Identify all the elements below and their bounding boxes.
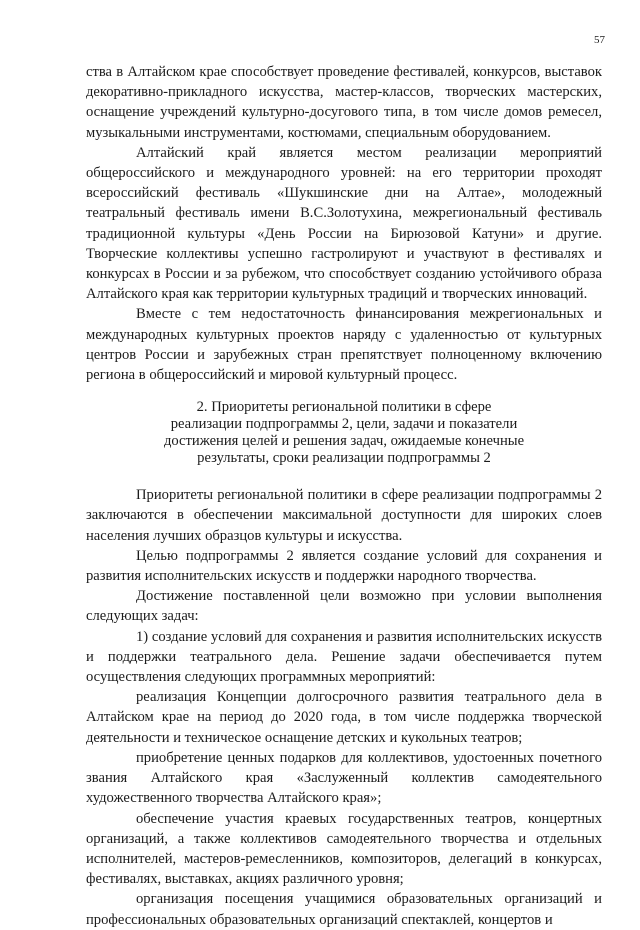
section-heading-line: достижения целей и решения задач, ожидаемые конечные [163,433,525,450]
section-heading-line: 2. Приоритеты региональной политики в сфере [196,399,492,416]
list-item-measure: обеспечение участия краевых государственных театров, концертных организаций, а также коллективов самодеятельного творчества и отдельных исполнителей, мастеров-ремесленников, композиторов, делегаций в конкурсах, фестивалях, выставках, акциях различного уровня; [86,810,602,888]
list-item-measure: организация посещения учащимися образовательных организаций и профессиональных образовательных организаций спектаклей, концертов и [86,891,602,928]
paragraph-continuation: ства в Алтайском крае способствует проведение фестивалей, конкурсов, выставок декоративно-прикладного искусства, мастер-классов, творческих мастерских, оснащение учреждений культурно-досугового типа, в том числе домов ремесел, музыкальными инструментами, костюмами, специальным оборудованием. [86,64,602,141]
paragraph: Достижение поставленной цели возможно при условии выполнения следующих задач: [86,588,602,625]
list-item-task: 1) создание условий для сохранения и развития исполнительских искусств и поддержки театрального дела. Решение задачи обеспечивается путем осуществления следующих программных мероприятий: [86,628,602,686]
section-heading-line: реализации подпрограммы 2, цели, задачи и показатели [170,416,518,433]
list-item-measure: реализация Концепции долгосрочного развития театрального дела в Алтайском крае на период до 2020 года, в том числе поддержка творческой деятельности и техническое оснащение детских и кукольных театров; [86,689,602,746]
paragraph: Вместе с тем недостаточность финансирования межрегиональных и международных культурных проектов наряду с удаленностью от культурных центров России и зарубежных стран препятствует полноценному включению региона в общероссийский и мировой культурный процесс. [86,306,602,384]
page-number: 57 [594,34,605,46]
list-item-measure: приобретение ценных подарков для коллективов, удостоенных почетного звания Алтайского края «Заслуженный коллектив самодеятельного художественного творчества Алтайского края»; [86,749,602,807]
section-heading [86,399,602,467]
paragraph: Целью подпрограммы 2 является создание условий для сохранения и развития исполнительских искусств и поддержки народного творчества. [86,547,602,585]
paragraph: Алтайский край является местом реализации мероприятий общероссийского и международного уровней: на его территории проходят всероссийский фестиваль «Шукшинские дни на Алтае», молодежный театральный фестиваль имени В.С.Золотухина, межрегиональный фестиваль традиционной культуры «День России на Бирюзовой Катуни» и другие. Творческие коллективы успешно гастролируют и участвуют в фестивалях и конкурсах в России и за рубежом, что способствует созданию устойчивого образа Алтайского края как территории культурных традиций и творческих инноваций. [86,144,602,303]
paragraph: Приоритеты региональной политики в сфере реализации подпрограммы 2 заключаются в обеспечении максимальной доступности для широких слоев населения лучших образцов культуры и искусства. [86,487,602,544]
section-heading-line: результаты, сроки реализации подпрограммы 2 [197,450,491,467]
document-body [86,62,602,930]
